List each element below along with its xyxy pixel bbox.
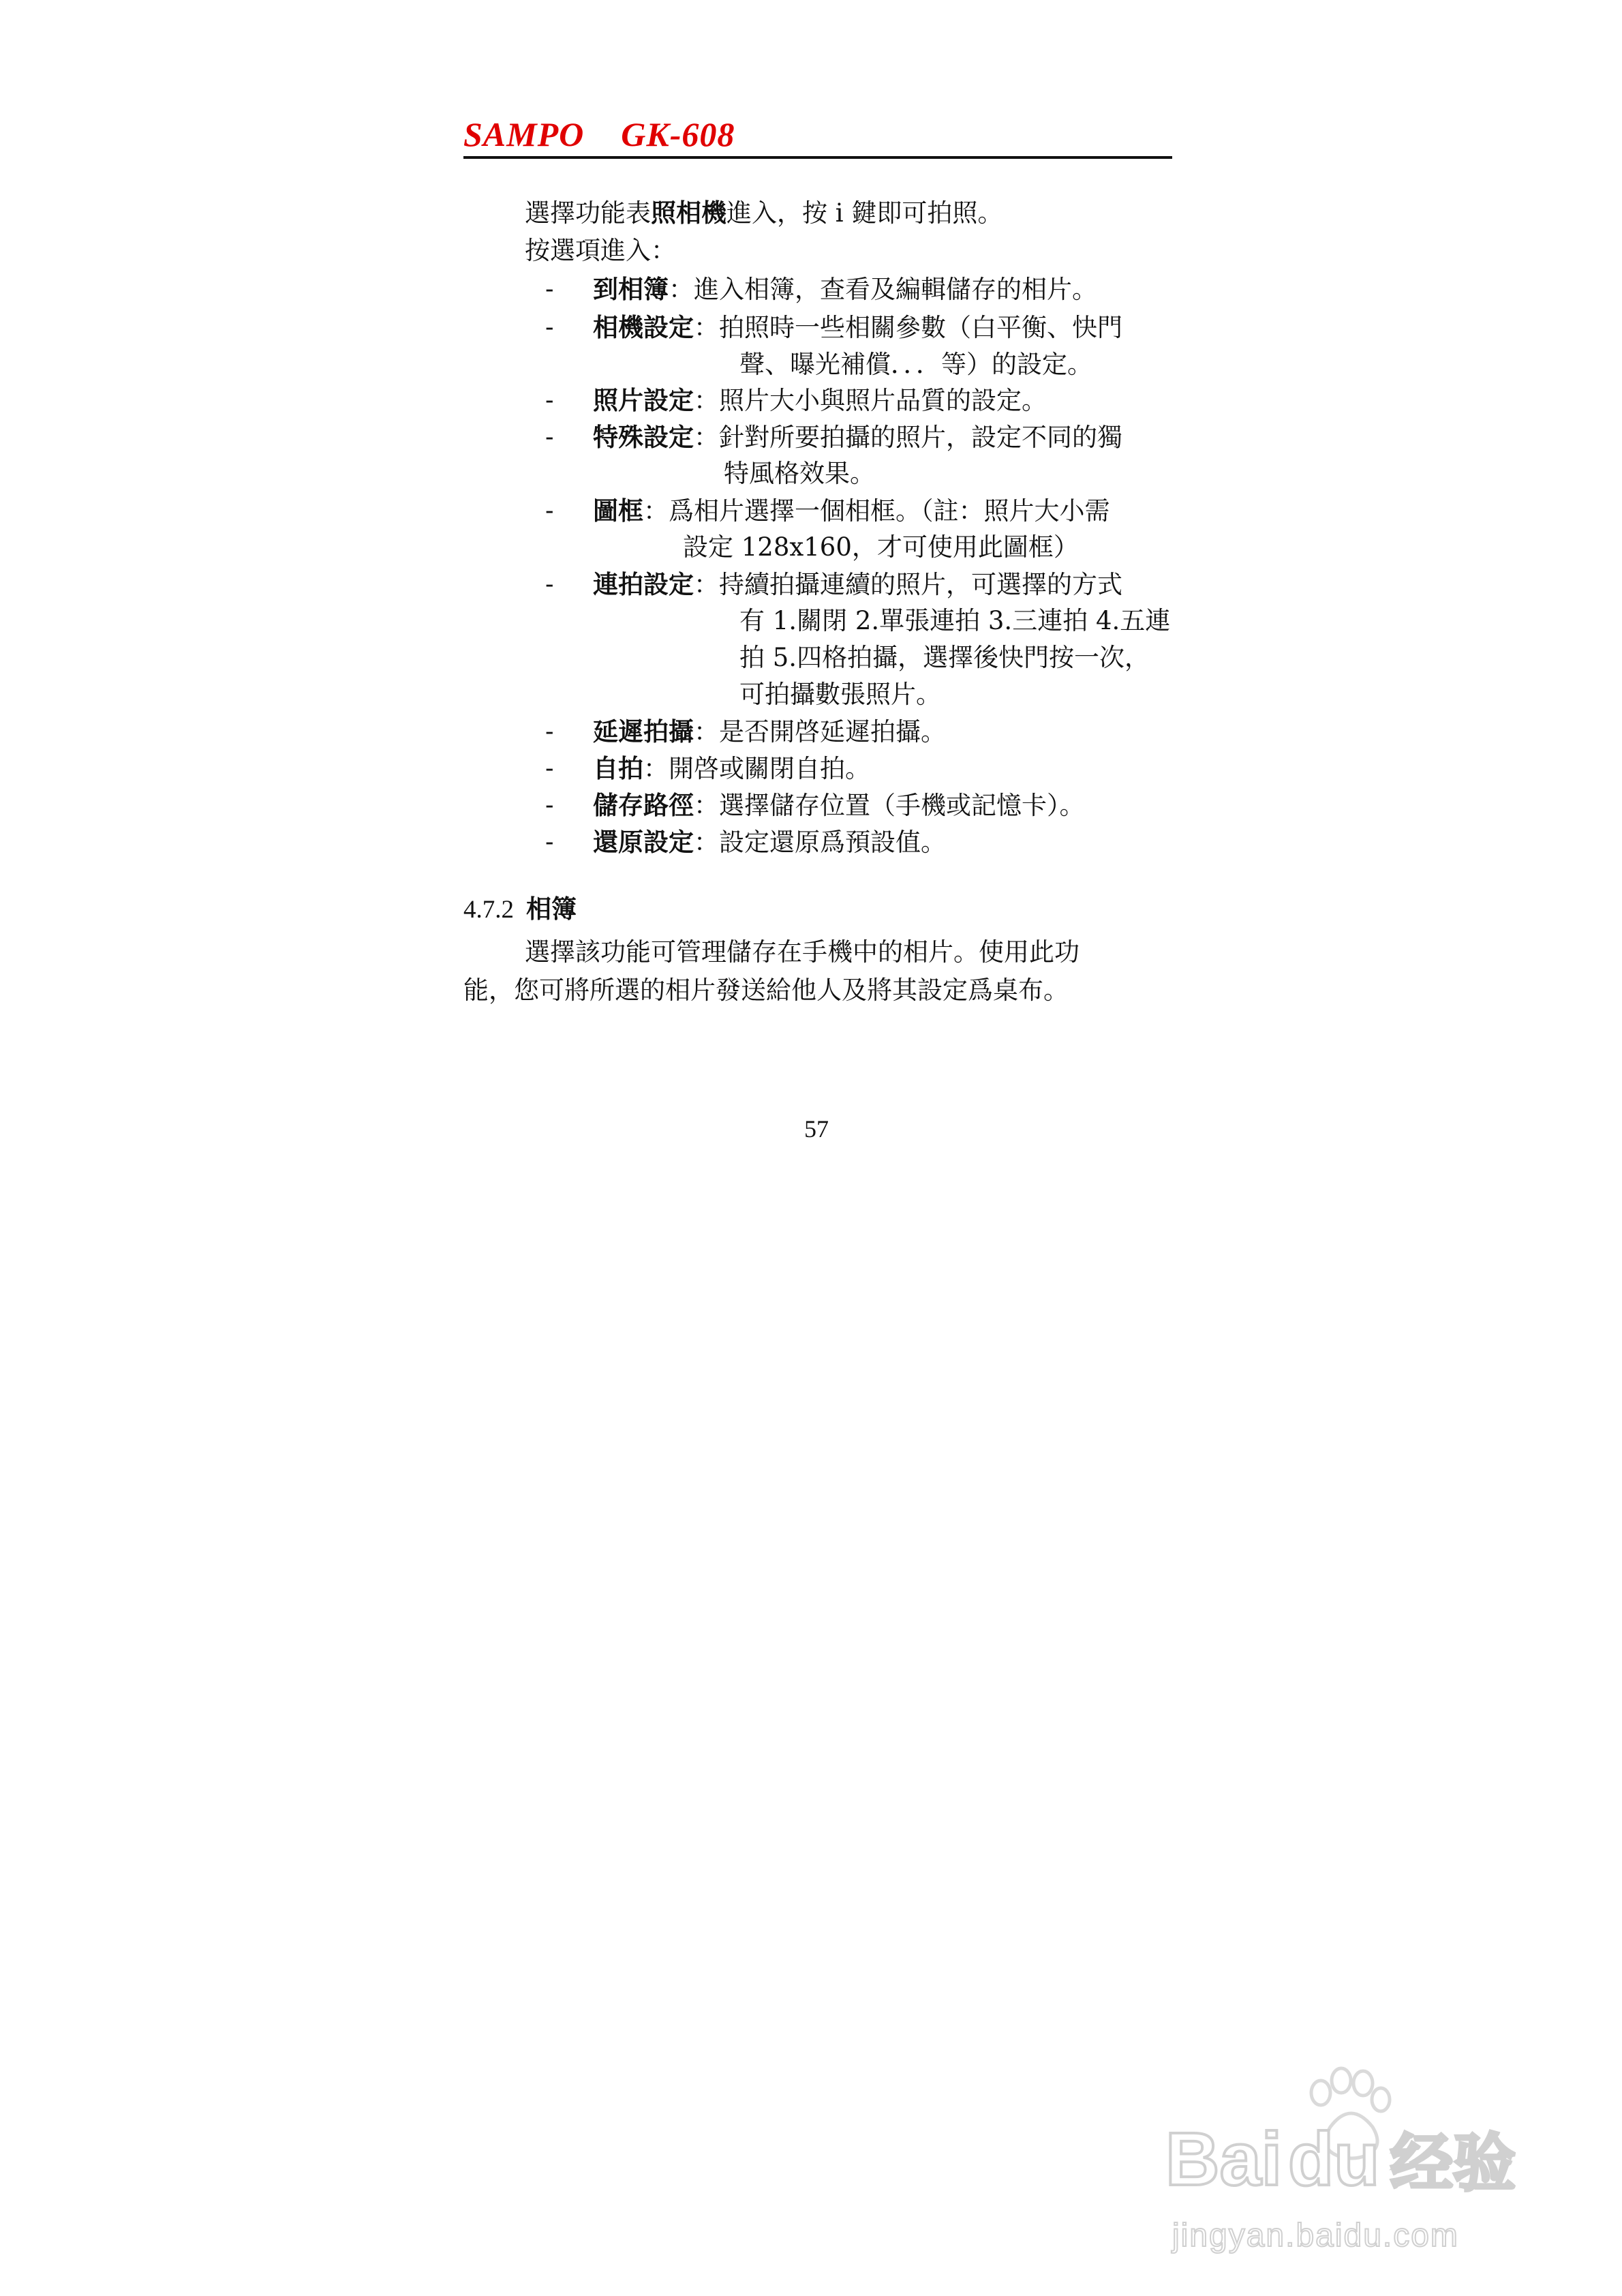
item-desc: ：選擇儲存位置（手機或記憶卡）。: [694, 791, 1085, 820]
header-rule: [463, 156, 1172, 159]
item-term: 照片設定: [593, 385, 694, 415]
item-desc-cont: 設定 128x160，才可使用此圖框）: [683, 532, 1079, 562]
item-desc-cont: 有 1.關閉 2.單張連拍 3.三連拍 4.五連: [739, 606, 1171, 635]
list-dash: -: [545, 312, 554, 342]
intro-line-2: 按選項進入：: [525, 236, 676, 265]
item-desc-cont: 特風格效果。: [724, 459, 875, 488]
item-term: 相機設定: [593, 312, 694, 342]
list-item: [593, 271, 1097, 308]
item-desc: ：設定還原爲預設值。: [694, 828, 946, 857]
item-desc: ：爲相片選擇一個相框。（註：照片大小需: [643, 496, 1110, 526]
list-item: [593, 713, 946, 751]
item-desc: ：針對所要拍攝的照片，設定不同的獨: [694, 423, 1122, 452]
brand-name: SAMPO: [463, 115, 585, 153]
item-term: 儲存路徑: [593, 790, 694, 820]
list-dash: -: [545, 790, 554, 819]
svg-text:经验: 经验: [1390, 2127, 1516, 2200]
item-term: 連拍設定: [593, 569, 694, 599]
item-desc: ：持續拍攝連續的照片，可選擇的方式: [694, 570, 1122, 599]
item-desc: ：拍照時一些相關參數（白平衡、快門: [694, 313, 1122, 342]
item-term: 還原設定: [593, 827, 694, 857]
model-name: GK-608: [621, 115, 735, 153]
item-desc-cont: 拍 5.四格拍攝，選擇後快門按一次，: [739, 643, 1150, 672]
item-term: 圖框: [593, 496, 643, 526]
intro-text-end: 進入，按 i 鍵即可拍照。: [726, 198, 1003, 228]
svg-text:du: du: [1288, 2117, 1380, 2201]
section-paragraph-line-2: 能，您可將所選的相片發送給他人及將其設定爲桌布。: [463, 976, 1069, 1005]
section-heading: [463, 890, 577, 928]
list-dash: -: [545, 496, 554, 525]
item-term: 自拍: [593, 753, 643, 783]
section-title: 相簿: [526, 894, 577, 924]
list-item: [593, 382, 1047, 419]
item-desc-cont: 聲、曝光補償．．．等）的設定。: [739, 350, 1092, 379]
item-desc-cont: 可拍攝數張照片。: [739, 680, 941, 709]
item-term: 特殊設定: [593, 422, 694, 452]
svg-text:Bai: Bai: [1165, 2117, 1283, 2201]
item-term: 到相簿: [593, 274, 669, 304]
list-dash: -: [545, 827, 554, 856]
list-dash: -: [545, 716, 554, 746]
section-number: 4.7.2: [463, 896, 514, 924]
list-dash: -: [545, 753, 554, 783]
list-item: [593, 750, 870, 787]
item-desc: ：照片大小與照片品質的設定。: [694, 386, 1047, 415]
item-desc: ：進入相簿，查看及編輯儲存的相片。: [669, 275, 1097, 304]
baidu-watermark-logo: [1152, 2052, 1533, 2270]
list-item: [593, 824, 946, 861]
list-item: [593, 419, 1122, 456]
svg-text:jingyan.baidu.com: jingyan.baidu.com: [1172, 2218, 1459, 2254]
item-desc: ：是否開啓延遲拍攝。: [694, 717, 946, 746]
list-dash: -: [545, 422, 554, 451]
header-title: [463, 115, 735, 154]
list-dash: -: [545, 385, 554, 414]
list-dash: -: [545, 274, 554, 303]
section-paragraph-line-1: 選擇該功能可管理儲存在手機中的相片。使用此功: [525, 937, 1080, 967]
intro-text: 選擇功能表: [525, 198, 651, 228]
list-item: [593, 309, 1122, 346]
intro-bold-term: 照相機: [651, 198, 726, 228]
page-number: 57: [804, 1115, 829, 1143]
item-desc: ：開啓或關閉自拍。: [643, 754, 870, 783]
item-term: 延遲拍攝: [593, 716, 694, 746]
list-item: [593, 787, 1085, 824]
list-item: [593, 566, 1122, 603]
intro-line-1: [525, 194, 1003, 232]
list-dash: -: [545, 569, 554, 599]
list-item: [593, 492, 1110, 530]
